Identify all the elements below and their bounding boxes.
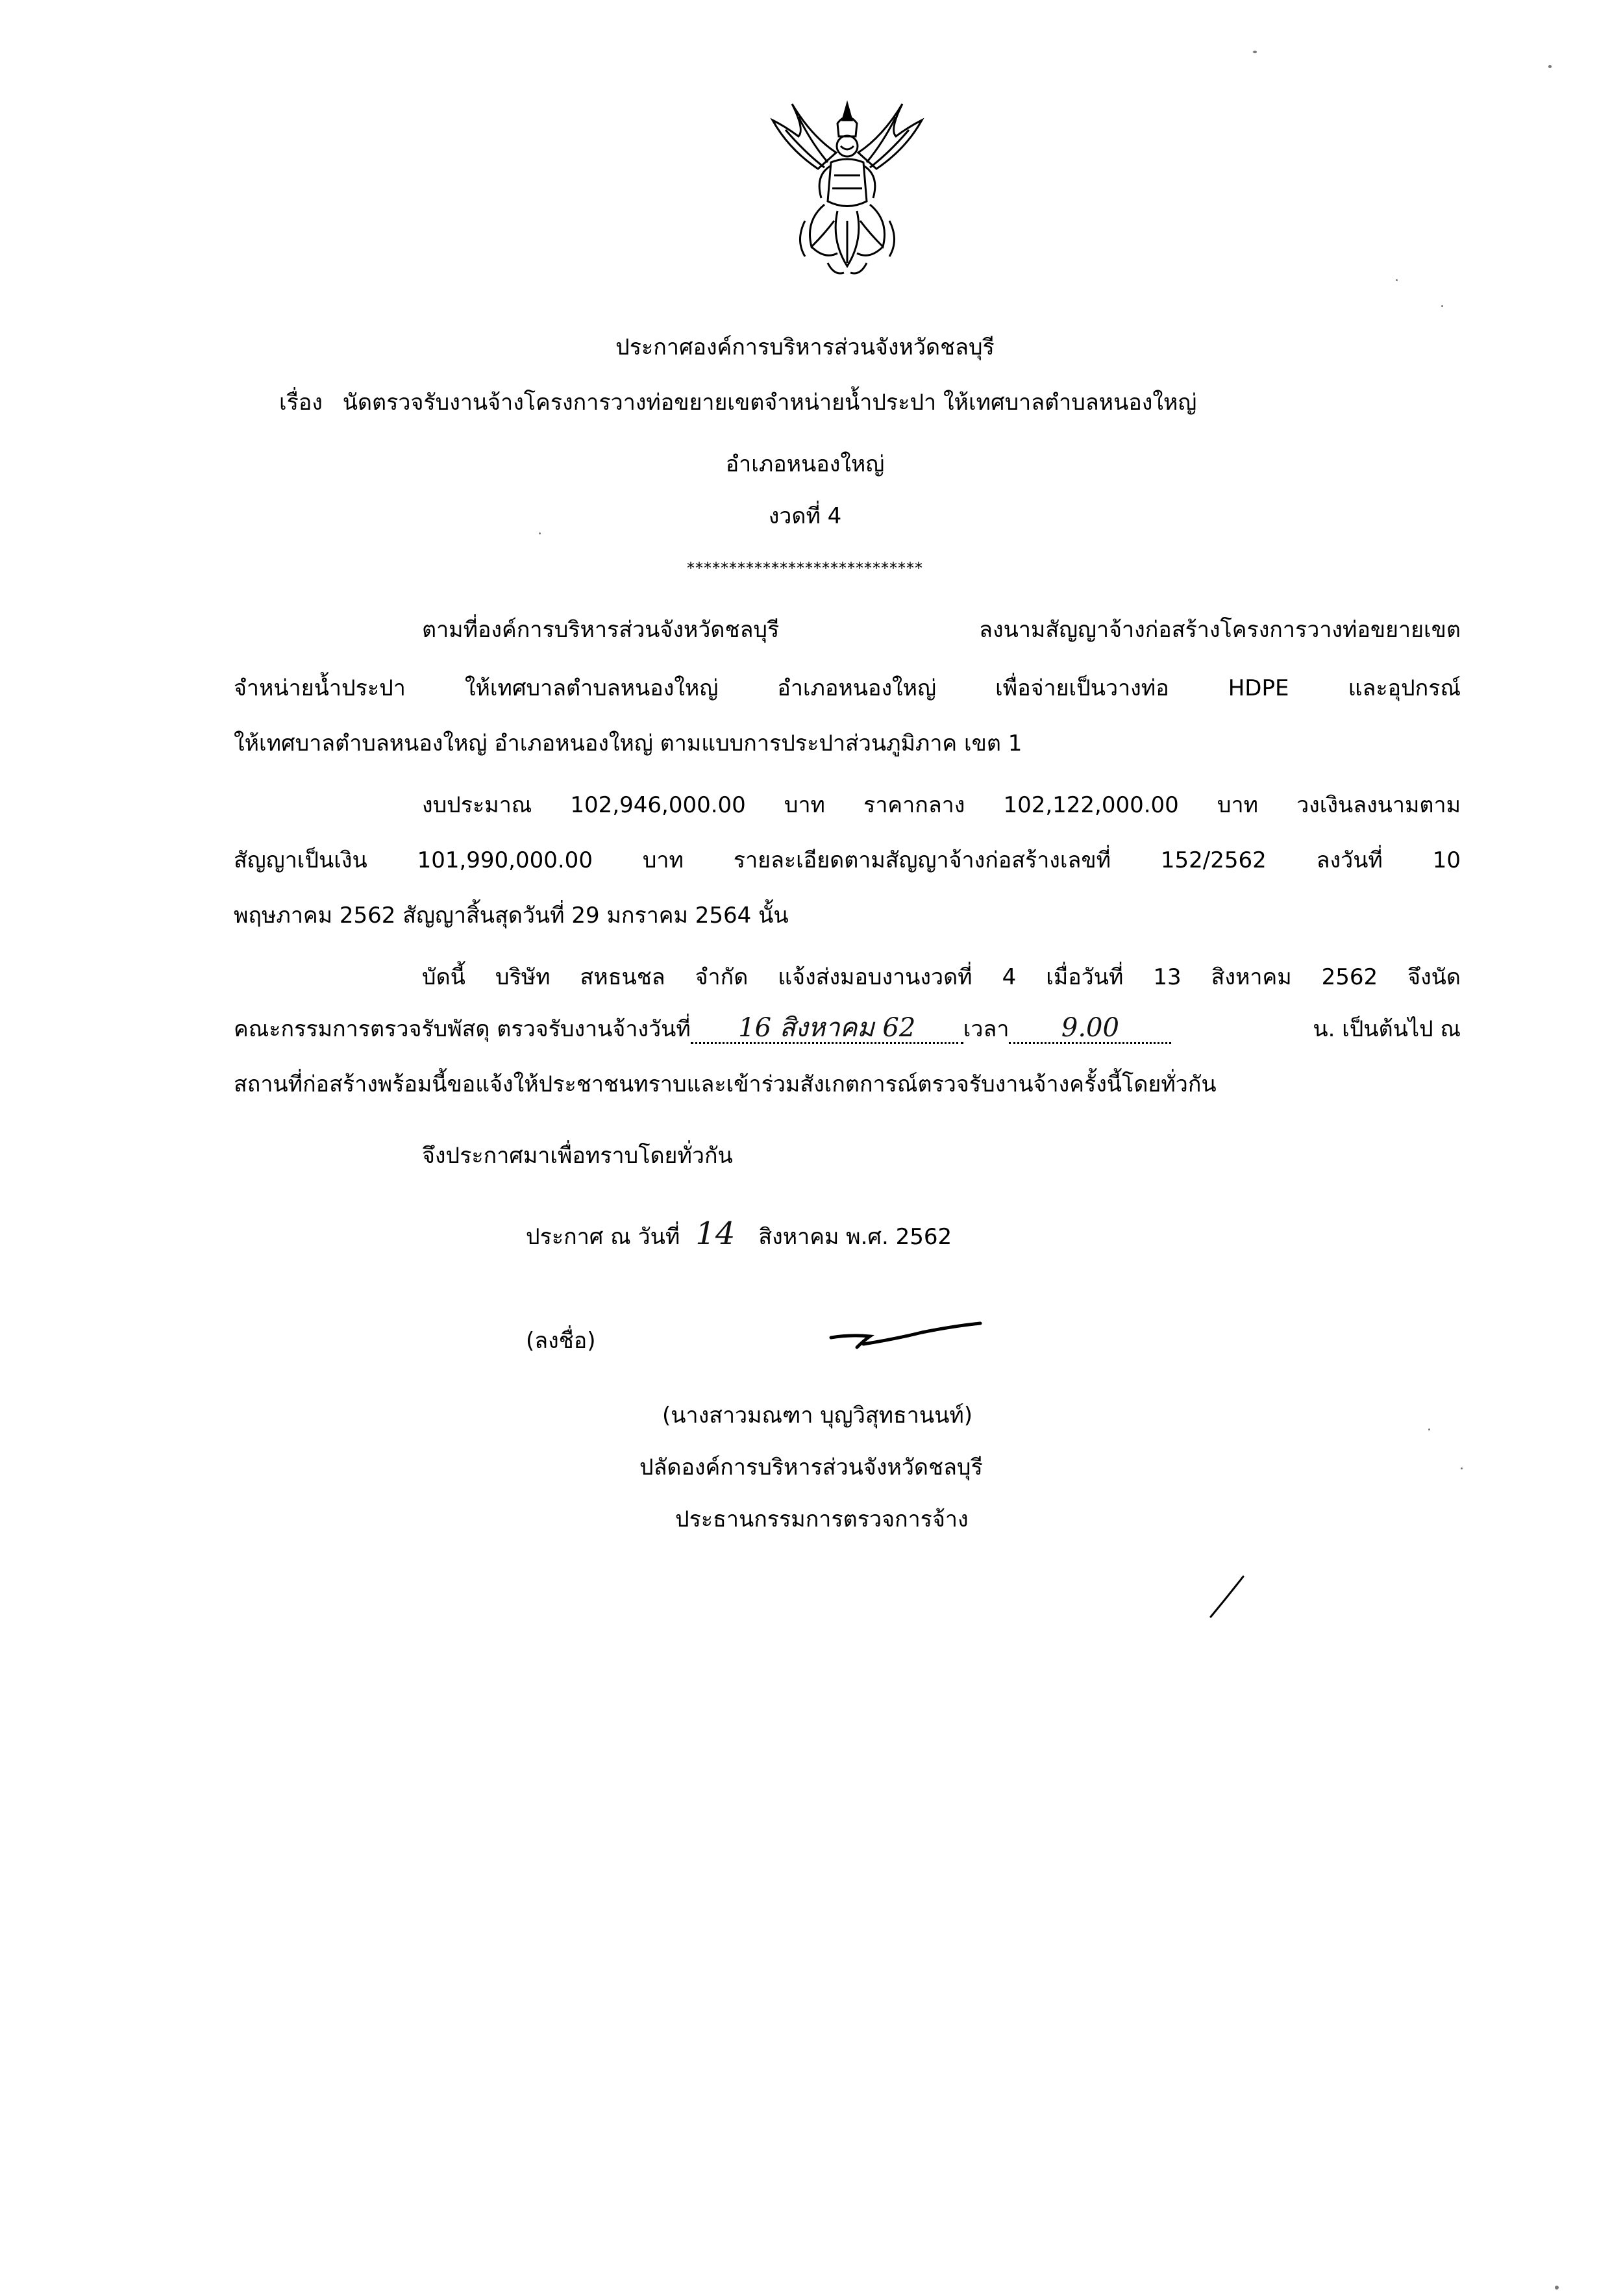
closing-statement: จึงประกาศมาเพื่อทราบโดยทั่วกัน — [422, 1143, 733, 1169]
subject-label: เรื่อง — [279, 390, 323, 416]
scan-speck — [1396, 279, 1398, 281]
scan-speck — [539, 532, 541, 534]
garuda-emblem-icon — [760, 91, 935, 286]
announcement-date-suffix: สิงหาคม พ.ศ. 2562 — [758, 1224, 952, 1250]
handwritten-inspection-date: 16 สิงหาคม 62 — [738, 1013, 916, 1043]
paragraph-1-line-2: จำหน่ายน้ำประปา ให้เทศบาลตำบลหนองใหญ่ อำเภอหนองใหญ่ เพื่อจ่ายเป็นวางท่อ HDPE และอุปกรณ์ — [234, 675, 1461, 701]
inspection-time-suffix: น. เป็นต้นไป ณ — [1313, 1016, 1461, 1042]
handwritten-announcement-day: 14 — [695, 1216, 736, 1252]
subject-line — [279, 383, 1196, 422]
paragraph-3-line-2 — [234, 1010, 1461, 1049]
paragraph-1-line-1: ตามที่องค์การบริหารส่วนจังหวัดชลบุรี ลงนามสัญญาจ้างก่อสร้างโครงการวางท่อขยายเขต — [422, 617, 1461, 643]
paragraph-2-line-2: สัญญาเป็นเงิน 101,990,000.00 บาท รายละเอียดตามสัญญาจ้างก่อสร้างเลขที่ 152/2562 ลงวันที่ 10 — [234, 847, 1461, 873]
subject-continuation: อำเภอหนองใหญ่ — [725, 451, 885, 477]
star-divider: **************************** — [687, 559, 923, 577]
document-title: ประกาศองค์การบริหารส่วนจังหวัดชลบุรี — [615, 334, 995, 360]
announcement-date-prefix: ประกาศ ณ วันที่ — [526, 1224, 680, 1250]
paragraph-2-line-3: พฤษภาคม 2562 สัญญาสิ้นสุดวันที่ 29 มกราคม 2564 นั้น — [234, 903, 789, 929]
scan-speck — [1461, 1467, 1463, 1469]
paragraph-3-line-1: บัดนี้ บริษัท สหธนชล จำกัด แจ้งส่งมอบงานงวดที่ 4 เมื่อวันที่ 13 สิงหาคม 2562 จึงนัด — [422, 964, 1461, 990]
paragraph-2-line-1: งบประมาณ 102,946,000.00 บาท ราคากลาง 102,122,000.00 บาท วงเงินลงนามตาม — [422, 792, 1461, 818]
subject-text: นัดตรวจรับงานจ้างโครงการวางท่อขยายเขตจำหน่ายน้ำประปา ให้เทศบาลตำบลหนองใหญ่ — [342, 390, 1197, 416]
scan-speck — [1441, 305, 1443, 307]
signatory-name: (นางสาวมณฑา บุญวิสุทธานนท์) — [662, 1403, 973, 1429]
installment-number: งวดที่ 4 — [768, 503, 842, 529]
handwritten-signature — [824, 1312, 987, 1364]
inspection-date-field — [691, 1015, 963, 1044]
scan-speck — [1253, 51, 1257, 53]
inspection-time-label: เวลา — [963, 1016, 1009, 1042]
signature-label: (ลงชื่อ) — [526, 1328, 596, 1354]
check-mark — [1208, 1571, 1246, 1623]
announcement-date — [526, 1214, 952, 1256]
signatory-role: ประธานกรรมการตรวจการจ้าง — [675, 1506, 969, 1532]
inspection-time-field — [1009, 1015, 1171, 1044]
paragraph-1-line-3: ให้เทศบาลตำบลหนองใหญ่ อำเภอหนองใหญ่ ตามแบบการประปาส่วนภูมิภาค เขต 1 — [234, 730, 1022, 756]
inspection-date-label: คณะกรรมการตรวจรับพัสดุ ตรวจรับงานจ้างวันที่ — [234, 1016, 691, 1042]
paragraph-3-line-3: สถานที่ก่อสร้างพร้อมนี้ขอแจ้งให้ประชาชนทราบและเข้าร่วมสังเกตการณ์ตรวจรับงานจ้างครั้งนี้โดยทั่วกัน — [234, 1071, 1217, 1097]
signatory-position: ปลัดองค์การบริหารส่วนจังหวัดชลบุรี — [639, 1454, 983, 1480]
handwritten-inspection-time: 9.00 — [1061, 1013, 1119, 1043]
scan-speck — [1428, 1429, 1430, 1430]
scan-speck — [1555, 2286, 1559, 2290]
scan-speck — [1548, 65, 1552, 68]
